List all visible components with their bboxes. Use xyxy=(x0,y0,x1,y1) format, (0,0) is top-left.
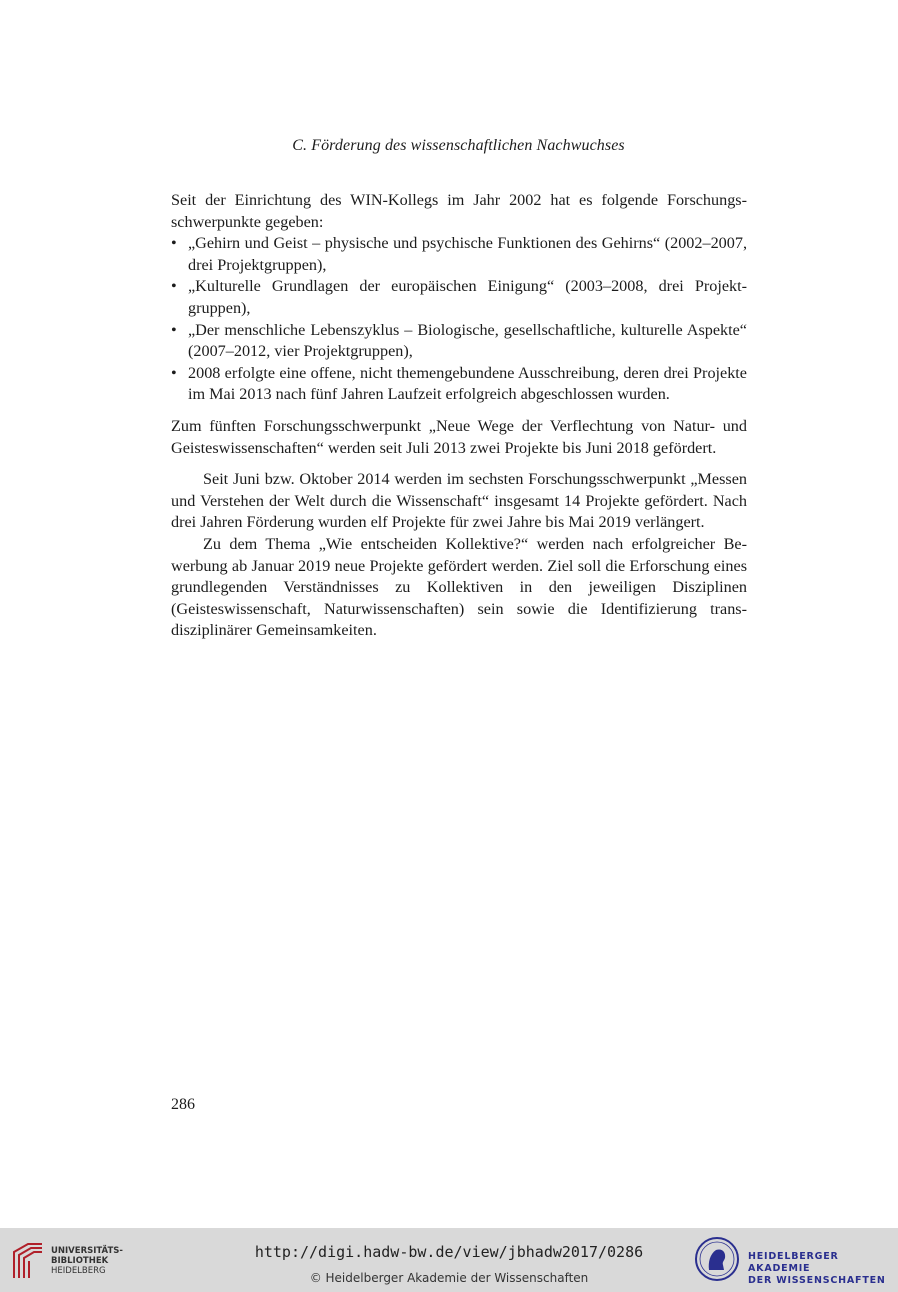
permalink-url[interactable]: http://digi.hadw-bw.de/view/jbhadw2017/0286 xyxy=(254,1243,644,1261)
running-head: C. Förderung des wissenschaftlichen Nachwuchses xyxy=(292,137,625,154)
bullet-icon: • xyxy=(171,277,177,296)
research-focus-list xyxy=(171,233,747,406)
list-item: • 2008 erfolgte eine offene, nicht themengebundene Ausschreibung, deren drei Projekte im Mai 2013 nach fünf Jahren Laufzeit erfolgreich abgeschlossen wurden. xyxy=(171,363,747,404)
paragraph-fifth-focus: Zum fünften Forschungsschwerpunkt „Neue Wege der Verflechtung von Natur- und Geisteswissenschaften“ werden seit Juli 2013 zwei Projekte bis Juni 2018 gefördert. xyxy=(171,416,747,457)
bullet-icon: • xyxy=(171,234,177,253)
intro-paragraph: Seit der Einrichtung des WIN-Kollegs im Jahr 2002 hat es folgende Forschungsschwerpunkte gegeben: xyxy=(171,191,747,231)
hadw-logo-text: HEIDELBERGER AKADEMIE DER WISSENSCHAFTEN xyxy=(748,1251,886,1286)
paragraph-collectives: Zu dem Thema „Wie entscheiden Kollektive?“ werden nach erfolgreicher Bewerbung ab Januar 2019 neue Projekte gefördert werden. Ziel soll die Erforschung eines grundlegenden Verständnisses zu Kollektiven in den jeweiligen Disziplinen (Geisteswissenschaft, Naturwissenschaften) sein sowie die Identifizierung transdisziplinärer Gemeinsamkeiten. xyxy=(171,534,747,640)
page-number: 286 xyxy=(171,1096,195,1113)
paragraph-sixth-focus: Seit Juni bzw. Oktober 2014 werden im sechsten Forschungsschwerpunkt „Messen und Verstehen der Welt durch die Wissenschaft“ insgesamt 14 Projekte gefördert. Nach drei Jahren Förderung wurden elf Projekte für zwei Jahre bis Mai 2019 verlängert. xyxy=(171,470,747,532)
academy-seal-icon xyxy=(694,1236,740,1282)
bullet-icon: • xyxy=(171,363,177,382)
copyright-notice: © Heidelberger Akademie der Wissenschaften xyxy=(309,1271,589,1285)
footer-bar xyxy=(0,1228,898,1292)
hadw-logo[interactable] xyxy=(694,1234,894,1286)
body-text xyxy=(171,190,747,642)
bullet-icon: • xyxy=(171,320,177,339)
ub-logo-text: UNIVERSITÄTS- BIBLIOTHEK HEIDELBERG xyxy=(51,1246,123,1276)
list-item: • „Der menschliche Lebenszyklus – Biologische, gesellschaftliche, kulturelle Aspekte“ (2007–2012, vier Projektgruppen), xyxy=(171,320,747,361)
list-item: • „Kulturelle Grundlagen der europäischen Einigung“ (2003–2008, drei Projektgruppen), xyxy=(171,277,747,317)
list-item: • „Gehirn und Geist – physische und psychische Funktionen des Gehirns“ (2002–2007, drei Projektgruppen), xyxy=(171,234,747,274)
